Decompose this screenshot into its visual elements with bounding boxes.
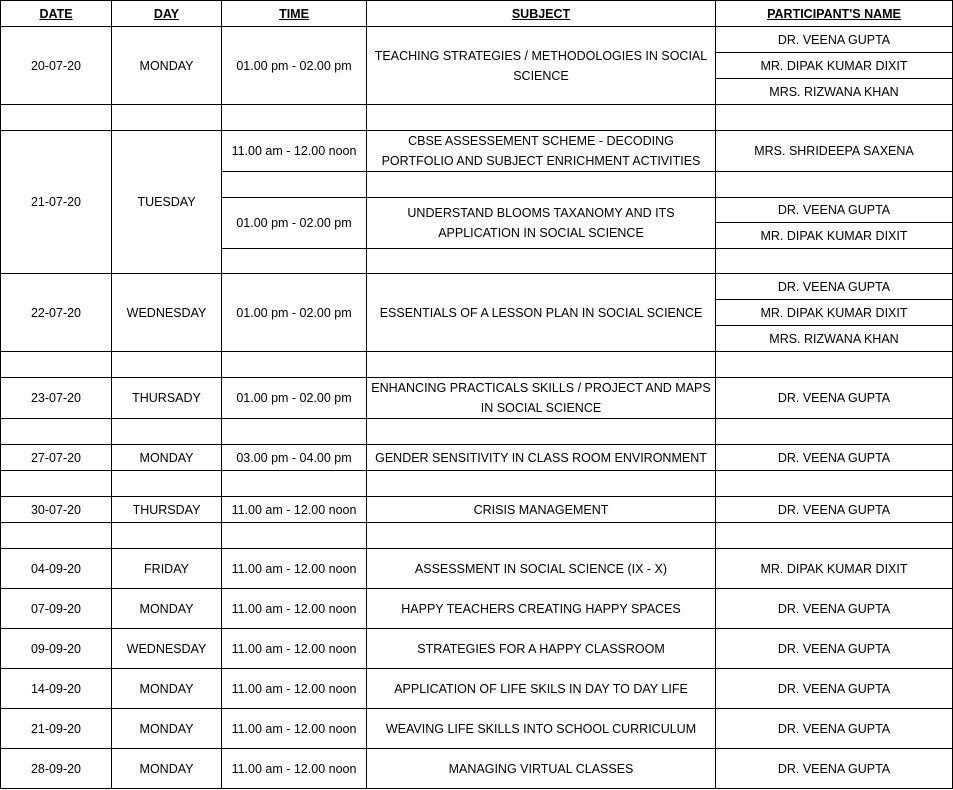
time-cell: 11.00 am - 12.00 noon <box>222 589 367 629</box>
day-cell: MONDAY <box>112 589 222 629</box>
subject-cell: GENDER SENSITIVITY IN CLASS ROOM ENVIRONMENT <box>367 445 716 471</box>
participant-cell: MR. DIPAK KUMAR DIXIT <box>716 300 953 326</box>
date-cell: 28-09-20 <box>1 749 112 789</box>
time-cell: 11.00 am - 12.00 noon <box>222 629 367 669</box>
time-cell: 11.00 am - 12.00 noon <box>222 497 367 523</box>
time-cell: 01.00 pm - 02.00 pm <box>222 198 367 249</box>
time-cell: 11.00 am - 12.00 noon <box>222 669 367 709</box>
date-cell: 30-07-20 <box>1 497 112 523</box>
participant-cell: DR. VEENA GUPTA <box>716 709 953 749</box>
header-subject: SUBJECT <box>367 1 716 27</box>
time-cell: 01.00 pm - 02.00 pm <box>222 27 367 105</box>
subject-cell: ASSESSMENT IN SOCIAL SCIENCE (IX - X) <box>367 549 716 589</box>
table-row <box>1 497 953 523</box>
subject-cell: APPLICATION OF LIFE SKILS IN DAY TO DAY LIFE <box>367 669 716 709</box>
participant-cell: DR. VEENA GUPTA <box>716 445 953 471</box>
table-row <box>1 445 953 471</box>
participant-cell: DR. VEENA GUPTA <box>716 497 953 523</box>
spacer-row <box>1 105 953 131</box>
table-row <box>1 378 953 419</box>
table-row <box>1 749 953 789</box>
participant-cell: DR. VEENA GUPTA <box>716 629 953 669</box>
table-row <box>1 669 953 709</box>
table-row <box>1 589 953 629</box>
participant-cell: DR. VEENA GUPTA <box>716 198 953 223</box>
date-cell: 14-09-20 <box>1 669 112 709</box>
subject-cell: STRATEGIES FOR A HAPPY CLASSROOM <box>367 629 716 669</box>
time-cell: 01.00 pm - 02.00 pm <box>222 378 367 419</box>
day-cell: FRIDAY <box>112 549 222 589</box>
time-cell: 11.00 am - 12.00 noon <box>222 709 367 749</box>
day-cell: MONDAY <box>112 27 222 105</box>
table-row <box>1 549 953 589</box>
participant-cell: MR. DIPAK KUMAR DIXIT <box>716 549 953 589</box>
subject-cell: MANAGING VIRTUAL CLASSES <box>367 749 716 789</box>
participant-cell: MRS. RIZWANA KHAN <box>716 326 953 352</box>
spacer-row <box>1 419 953 445</box>
day-cell: TUESDAY <box>112 131 222 274</box>
time-cell: 03.00 pm - 04.00 pm <box>222 445 367 471</box>
date-cell: 27-07-20 <box>1 445 112 471</box>
participant-cell: MR. DIPAK KUMAR DIXIT <box>716 53 953 79</box>
day-cell: MONDAY <box>112 445 222 471</box>
header-time: TIME <box>222 1 367 27</box>
time-cell: 11.00 am - 12.00 noon <box>222 749 367 789</box>
participant-cell: MRS. SHRIDEEPA SAXENA <box>716 131 953 172</box>
day-cell: WEDNESDAY <box>112 629 222 669</box>
date-cell: 04-09-20 <box>1 549 112 589</box>
participant-cell: DR. VEENA GUPTA <box>716 274 953 300</box>
participant-cell: MRS. RIZWANA KHAN <box>716 79 953 105</box>
date-cell: 21-07-20 <box>1 131 112 274</box>
header-date: DATE <box>1 1 112 27</box>
participant-cell: DR. VEENA GUPTA <box>716 378 953 419</box>
spacer-row <box>1 471 953 497</box>
subject-cell: ESSENTIALS OF A LESSON PLAN IN SOCIAL SCIENCE <box>367 274 716 352</box>
spacer-row <box>1 352 953 378</box>
subject-cell: WEAVING LIFE SKILLS INTO SCHOOL CURRICULUM <box>367 709 716 749</box>
table-row <box>1 274 953 300</box>
participant-cell: DR. VEENA GUPTA <box>716 669 953 709</box>
participant-cell: MR. DIPAK KUMAR DIXIT <box>716 223 953 249</box>
table-row <box>1 629 953 669</box>
subject-cell: CRISIS MANAGEMENT <box>367 497 716 523</box>
header-participant: PARTICIPANT'S NAME <box>716 1 953 27</box>
time-cell: 01.00 pm - 02.00 pm <box>222 274 367 352</box>
date-cell: 21-09-20 <box>1 709 112 749</box>
table-row <box>1 131 953 172</box>
spacer-row <box>1 523 953 549</box>
date-cell: 20-07-20 <box>1 27 112 105</box>
date-cell: 09-09-20 <box>1 629 112 669</box>
participant-cell: DR. VEENA GUPTA <box>716 749 953 789</box>
time-cell: 11.00 am - 12.00 noon <box>222 549 367 589</box>
day-cell: MONDAY <box>112 749 222 789</box>
subject-cell: TEACHING STRATEGIES / METHODOLOGIES IN SOCIAL SCIENCE <box>367 27 716 105</box>
table-row <box>1 27 953 53</box>
date-cell: 22-07-20 <box>1 274 112 352</box>
subject-cell: CBSE ASSESSEMENT SCHEME - DECODING PORTFOLIO AND SUBJECT ENRICHMENT ACTIVITIES <box>367 131 716 172</box>
subject-cell: UNDERSTAND BLOOMS TAXANOMY AND ITS APPLICATION IN SOCIAL SCIENCE <box>367 198 716 249</box>
date-cell: 07-09-20 <box>1 589 112 629</box>
participant-cell: DR. VEENA GUPTA <box>716 27 953 53</box>
day-cell: WEDNESDAY <box>112 274 222 352</box>
time-cell: 11.00 am - 12.00 noon <box>222 131 367 172</box>
subject-cell: ENHANCING PRACTICALS SKILLS / PROJECT AND MAPS IN SOCIAL SCIENCE <box>367 378 716 419</box>
day-cell: MONDAY <box>112 669 222 709</box>
date-cell: 23-07-20 <box>1 378 112 419</box>
subject-cell: HAPPY TEACHERS CREATING HAPPY SPACES <box>367 589 716 629</box>
table-row <box>1 709 953 749</box>
day-cell: THURSADY <box>112 378 222 419</box>
header-day: DAY <box>112 1 222 27</box>
day-cell: MONDAY <box>112 709 222 749</box>
day-cell: THURSDAY <box>112 497 222 523</box>
participant-cell: DR. VEENA GUPTA <box>716 589 953 629</box>
header-row <box>1 1 953 27</box>
